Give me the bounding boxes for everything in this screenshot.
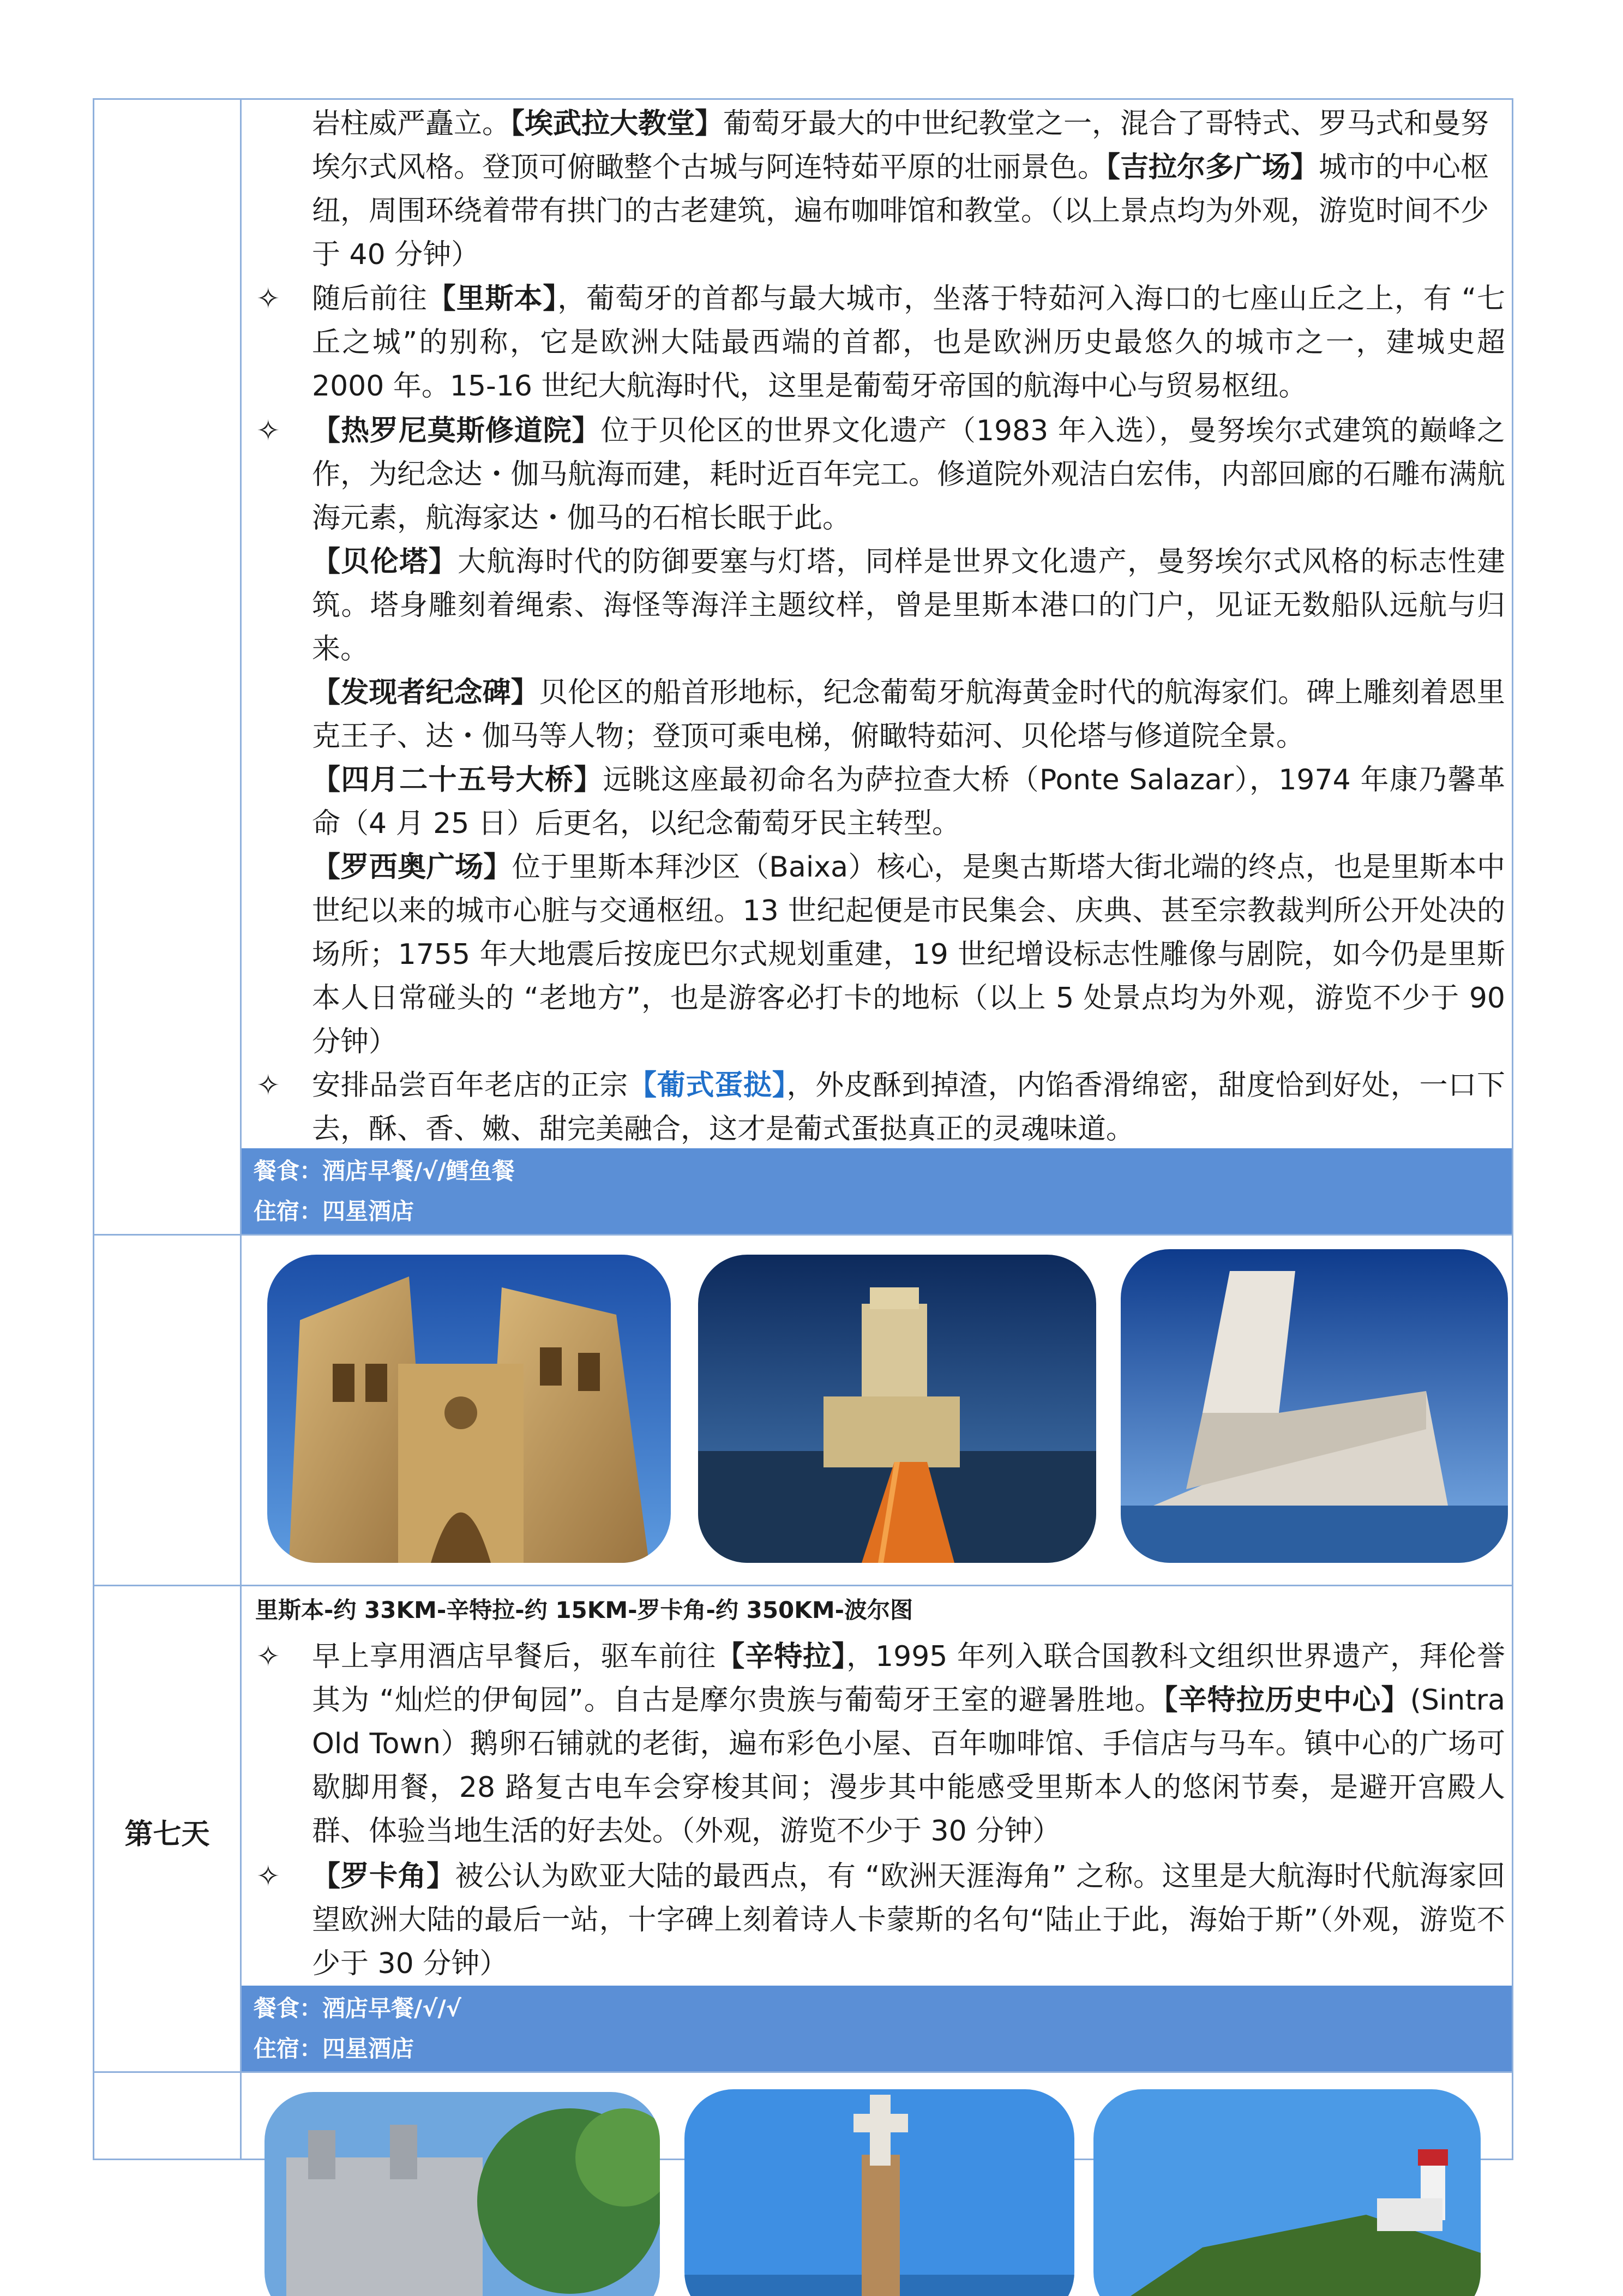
body-text: ，葡萄牙的首都与最大城市，坐落于特茹河入海口的七座山丘之上，有 “七丘之城”的别称，它是欧洲大陆最西端的首都，也是欧洲历史最悠久的城市之一，建城史超 2000 年。15-16 世纪大航海时代，这里是葡萄牙帝国的航海中心与贸易枢纽。 xyxy=(312,283,1505,403)
body-text: 葡萄牙最大的中世纪教堂之一，混合了哥特式、罗马式和曼努埃尔式风格。登顶可俯瞰整个古城与阿连特茹平原的壮丽景色。 xyxy=(312,107,1489,184)
day7-meals: 餐食：酒店早餐/√/√ xyxy=(254,1995,461,2022)
attraction-name: 【里斯本】 xyxy=(427,283,558,315)
attraction-name: 【吉拉尔多广场】 xyxy=(1106,151,1319,184)
body-text: 早上享用酒店早餐后，驱车前往 xyxy=(312,1640,717,1673)
day7-route: 里斯本-约 33KM-辛特拉-约 15KM-罗卡角-约 350KM-波尔图 xyxy=(255,1597,913,1623)
table-column-divider xyxy=(240,98,242,2160)
bullet-icon: ✧ xyxy=(256,1069,280,1102)
day6-jeronimos-bullet xyxy=(312,409,1505,540)
discoveries-monument-photo xyxy=(1121,1249,1508,1563)
body-text: 城市的中心枢纽，周围环绕着带有拱门的古老建筑，遍布咖啡馆和教堂。（以上景点均为外观，游览时间不少于 40 分钟） xyxy=(312,151,1489,271)
row-divider xyxy=(93,2071,1513,2073)
day6-egg-tart-bullet xyxy=(312,1064,1505,1151)
attraction-name: 【发现者纪念碑】 xyxy=(312,676,539,709)
day6-meal-band xyxy=(242,1148,1512,1234)
attraction-name: 【辛特拉】 xyxy=(716,1640,847,1673)
sintra-palace-photo xyxy=(265,2092,660,2296)
attraction-name: 【罗西奥广场】 xyxy=(312,851,512,884)
body-text: ，外皮酥到掉渣，内馅香滑绵密，甜度恰到好处，一口下去，酥、香、嫩、甜完美融合，这才是葡式蛋挞真正的灵魂味道。 xyxy=(312,1069,1505,1146)
body-text: 大航海时代的防御要塞与灯塔，同样是世界文化遗产，曼努埃尔式风格的标志性建筑。塔身雕刻着绳索、海怪等海洋主题纹样，曾是里斯本港口的门户，见证无数船队远航与归来。 xyxy=(312,545,1505,666)
highlight-text: 【葡式蛋挞】 xyxy=(628,1069,787,1102)
cabo-da-roca-lighthouse-photo xyxy=(1093,2089,1481,2296)
body-text: 远眺这座最初命名为萨拉查大桥（Ponte Salazar），1974 年康乃馨革命（4 月 25 日）后更名，以纪念葡萄牙民主转型。 xyxy=(312,764,1505,840)
row-divider xyxy=(93,1585,1513,1586)
day6-lisbon-bullet xyxy=(312,277,1505,408)
day6-belem-tower-text xyxy=(312,540,1505,671)
bullet-icon: ✧ xyxy=(256,1860,280,1893)
body-text: 安排品尝百年老店的正宗 xyxy=(312,1069,629,1102)
body-text: 随后前往 xyxy=(312,283,428,315)
day7-hotel: 住宿：四星酒店 xyxy=(254,2035,414,2062)
day6-discoveries-monument-text xyxy=(312,671,1505,758)
bullet-icon: ✧ xyxy=(256,1640,280,1673)
day6-rossio-text xyxy=(312,846,1505,1064)
day7-sintra-bullet xyxy=(312,1635,1505,1853)
attraction-name: 【埃武拉大教堂】 xyxy=(510,107,724,140)
body-text: (Sintra Old Town）鹅卵石铺就的老街，遍布彩色小屋、百年咖啡馆、手信店与马车。镇中心的广场可歇脚用餐，28 路复古电车会穿梭其间；漫步其中能感受里斯本人的悠闲节奏，是避开宫殿人群、体验当地生活的好去处。（外观，游览不少于 30 分钟） xyxy=(312,1684,1505,1848)
body-text: 位于贝伦区的世界文化遗产（1983 年入选），曼努埃尔式建筑的巅峰之作，为纪念达・伽马航海而建，耗时近百年完工。修道院外观洁白宏伟，内部回廊的石雕布满航海元素，航海家达・伽马的石棺长眠于此。 xyxy=(312,415,1505,535)
lisbon-cathedral-photo xyxy=(267,1255,671,1563)
body-text: 被公认为欧亚大陆的最西点，有 “欧洲天涯海角” 之称。这里是大航海时代航海家回望欧洲大陆的最后一站，十字碑上刻着诗人卡蒙斯的名句“陆止于此，海始于斯”（外观，游览不少于 30 分钟） xyxy=(312,1860,1505,1980)
attraction-name: 【贝伦塔】 xyxy=(312,545,458,578)
bullet-icon: ✧ xyxy=(256,415,280,447)
day7-meal-band xyxy=(242,1986,1512,2071)
bullet-icon: ✧ xyxy=(256,283,280,315)
attraction-name: 【热罗尼莫斯修道院】 xyxy=(312,415,601,447)
cabo-da-roca-cross-photo xyxy=(684,2089,1074,2296)
day6-hotel: 住宿：四星酒店 xyxy=(254,1198,414,1225)
attraction-name: 【四月二十五号大桥】 xyxy=(312,764,603,796)
attraction-name: 【罗卡角】 xyxy=(312,1860,455,1893)
day6-bridge-text xyxy=(312,758,1505,846)
row-divider xyxy=(93,1234,1513,1236)
body-text: ，1995 年列入联合国教科文组织世界遗产，拜伦誉其为 “灿烂的伊甸园”。自古是摩尔贵族与葡萄牙王室的避暑胜地。 xyxy=(312,1640,1505,1717)
body-text: 贝伦区的船首形地标，纪念葡萄牙航海黄金时代的航海家们。碑上雕刻着恩里克王子、达・伽马等人物；登顶可乘电梯，俯瞰特茹河、贝伦塔与修道院全景。 xyxy=(312,676,1505,753)
day6-meals: 餐食：酒店早餐/√/鳕鱼餐 xyxy=(254,1158,515,1184)
day6-intro-paragraph xyxy=(312,102,1505,277)
body-text: 岩柱威严矗立。 xyxy=(312,107,511,140)
belem-tower-photo xyxy=(698,1255,1096,1563)
attraction-name: 【辛特拉历史中心】 xyxy=(1163,1684,1410,1717)
day7-cabo-da-roca-bullet xyxy=(312,1855,1505,1986)
body-text: 位于里斯本拜沙区（Baixa）核心，是奥古斯塔大街北端的终点，也是里斯本中世纪以来的城市心脏与交通枢纽。13 世纪起便是市民集会、庆典、甚至宗教裁判所公开处决的场所；1755 年大地震后按庞巴尔式规划重建，19 世纪增设标志性雕像与剧院，如今仍是里斯本人日常碰头的 “老地方”，也是游客必打卡的地标（以上 5 处景点均为外观，游览不少于 90 分钟） xyxy=(312,851,1505,1058)
day7-label: 第七天 xyxy=(124,1818,210,1851)
